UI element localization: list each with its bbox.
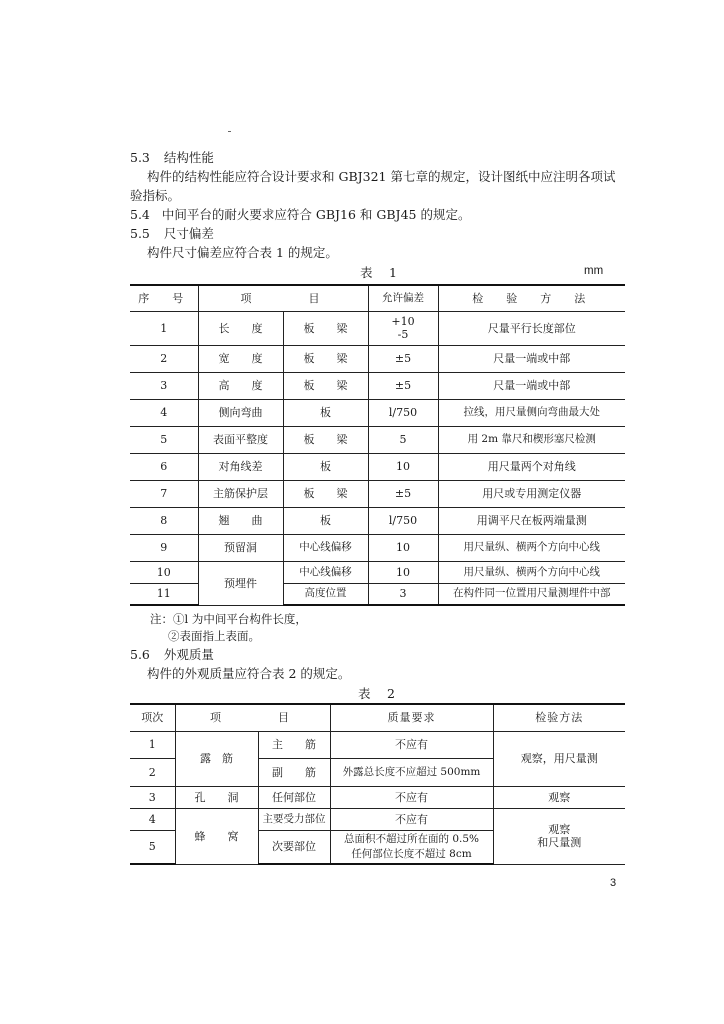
section-title: 结构性能 [163, 150, 214, 165]
section-number: 5.6 [130, 647, 150, 662]
row-item: 长 度 [198, 311, 283, 345]
table2 [130, 703, 625, 865]
table-row [130, 786, 625, 808]
table-row [130, 453, 625, 480]
row-sub: 板 梁 [283, 372, 368, 399]
table1-header-tolerance: 允许偏差 [368, 285, 438, 311]
row-method: 观察 [493, 786, 625, 808]
row-item: 表面平整度 [198, 426, 283, 453]
row-method: 用尺量纵、横两个方向中心线 [438, 534, 625, 561]
row-item: 露 筋 [175, 731, 258, 786]
table1-unit: mm [584, 265, 604, 277]
table1-header-row [130, 285, 625, 311]
table2-caption: 表 2 [358, 686, 397, 701]
table-row [130, 561, 625, 583]
section-number: 5.4 [130, 207, 150, 222]
table-row [130, 399, 625, 426]
scan-speck [228, 131, 231, 132]
row-requirement: 不应有 [330, 731, 493, 758]
section-5-4 [130, 205, 470, 223]
section-5-6-heading [130, 645, 214, 663]
row-sub: 中心线偏移 [283, 561, 368, 583]
section-body: 中间平台的耐火要求应符合 GBJ16 和 GBJ45 的规定。 [161, 207, 471, 222]
row-requirement: 总面积不超过所在面的 0.5% 任何部位长度不超过 8cm [330, 830, 493, 864]
table-row [130, 507, 625, 534]
row-method: 尺量一端或中部 [438, 372, 625, 399]
table-row [130, 534, 625, 561]
row-no: 3 [130, 786, 175, 808]
table1-caption: 表 1 [360, 265, 399, 280]
row-item: 侧向弯曲 [198, 399, 283, 426]
row-no: 11 [130, 583, 198, 605]
row-sub: 板 梁 [283, 480, 368, 507]
table-row [130, 345, 625, 372]
row-no: 10 [130, 561, 198, 583]
row-no: 1 [130, 731, 175, 758]
row-sub: 高度位置 [283, 583, 368, 605]
row-requirement: 外露总长度不应超过 500mm [330, 758, 493, 786]
table1 [130, 284, 625, 606]
row-tolerance: 10 [368, 453, 438, 480]
section-5-5-heading [130, 224, 214, 242]
row-method: 用 2m 靠尺和楔形塞尺检测 [438, 426, 625, 453]
row-item: 宽 度 [198, 345, 283, 372]
section-number: 5.3 [130, 150, 150, 165]
row-method: 拉线，用尺量侧向弯曲最大处 [438, 399, 625, 426]
table1-note-1: 注：①l 为中间平台构件长度， [150, 612, 307, 626]
section-title: 外观质量 [163, 647, 214, 662]
row-sub: 板 [283, 453, 368, 480]
row-method: 在构件同一位置用尺量测埋件中部 [438, 583, 625, 605]
row-method: 尺量平行长度部位 [438, 311, 625, 345]
row-method: 用尺或专用测定仪器 [438, 480, 625, 507]
table1-header-item: 项 目 [198, 285, 368, 311]
row-sub: 任何部位 [258, 786, 330, 808]
row-no: 5 [130, 830, 175, 864]
row-no: 4 [130, 399, 198, 426]
row-no: 2 [130, 345, 198, 372]
row-item: 预留洞 [198, 534, 283, 561]
section-number: 5.5 [130, 226, 150, 241]
row-requirement: 不应有 [330, 808, 493, 830]
row-tolerance: 5 [368, 426, 438, 453]
row-item: 翘 曲 [198, 507, 283, 534]
row-tolerance: ±5 [368, 480, 438, 507]
row-no: 7 [130, 480, 198, 507]
row-item: 预埋件 [198, 561, 283, 605]
row-method: 尺量一端或中部 [438, 345, 625, 372]
row-no: 3 [130, 372, 198, 399]
row-no: 2 [130, 758, 175, 786]
row-item: 主筋保护层 [198, 480, 283, 507]
row-item: 高 度 [198, 372, 283, 399]
row-tolerance: ±5 [368, 345, 438, 372]
row-method: 用调平尺在板两端量测 [438, 507, 625, 534]
row-requirement: 不应有 [330, 786, 493, 808]
row-sub: 中心线偏移 [283, 534, 368, 561]
row-tolerance: l/750 [368, 399, 438, 426]
section-title: 尺寸偏差 [163, 226, 214, 241]
table-row [130, 808, 625, 830]
table-row [130, 731, 625, 758]
section-5-3-heading [130, 148, 214, 166]
row-method: 用尺量两个对角线 [438, 453, 625, 480]
row-sub: 板 [283, 507, 368, 534]
row-method: 观察，用尺量测 [493, 731, 625, 786]
row-no: 9 [130, 534, 198, 561]
row-sub: 板 梁 [283, 311, 368, 345]
section-5-3-body-line2: 验指标。 [130, 188, 181, 203]
row-sub: 次要部位 [258, 830, 330, 864]
row-item: 孔 洞 [175, 786, 258, 808]
row-no: 8 [130, 507, 198, 534]
row-method: 用尺量纵、横两个方向中心线 [438, 561, 625, 583]
row-tolerance: +10 -5 [368, 311, 438, 345]
row-method: 观察 和尺量测 [493, 808, 625, 864]
table-row [130, 372, 625, 399]
row-sub: 主 筋 [258, 731, 330, 758]
row-sub: 板 梁 [283, 426, 368, 453]
table1-header-no: 序 号 [130, 285, 198, 311]
table-row [130, 426, 625, 453]
section-5-3-body-line1: 构件的结构性能应符合设计要求和 GBJ321 第七章的规定，设计图纸中应注明各项试 [147, 169, 616, 184]
page-number: 3 [610, 877, 617, 889]
table2-header-method: 检验方法 [493, 704, 625, 731]
table2-header-no: 项次 [130, 704, 175, 731]
row-tolerance: l/750 [368, 507, 438, 534]
table-row [130, 311, 625, 345]
table2-header-requirement: 质量要求 [330, 704, 493, 731]
table2-header-item: 项 目 [175, 704, 330, 731]
row-no: 5 [130, 426, 198, 453]
row-tolerance: ±5 [368, 372, 438, 399]
row-sub: 副 筋 [258, 758, 330, 786]
section-5-5-body: 构件尺寸偏差应符合表 1 的规定。 [147, 245, 338, 260]
row-no: 6 [130, 453, 198, 480]
section-5-6-body: 构件的外观质量应符合表 2 的规定。 [147, 666, 351, 681]
table1-header-method: 检 验 方 法 [438, 285, 625, 311]
row-tolerance: 3 [368, 583, 438, 605]
row-tolerance: 10 [368, 561, 438, 583]
row-sub: 板 [283, 399, 368, 426]
row-no: 1 [130, 311, 198, 345]
row-item: 蜂 窝 [175, 808, 258, 864]
row-sub: 主要受力部位 [258, 808, 330, 830]
table1-note-2: ②表面指上表面。 [168, 629, 260, 643]
table2-header-row [130, 704, 625, 731]
row-item: 对角线差 [198, 453, 283, 480]
row-no: 4 [130, 808, 175, 830]
row-tolerance: 10 [368, 534, 438, 561]
row-sub: 板 梁 [283, 345, 368, 372]
table-row [130, 480, 625, 507]
